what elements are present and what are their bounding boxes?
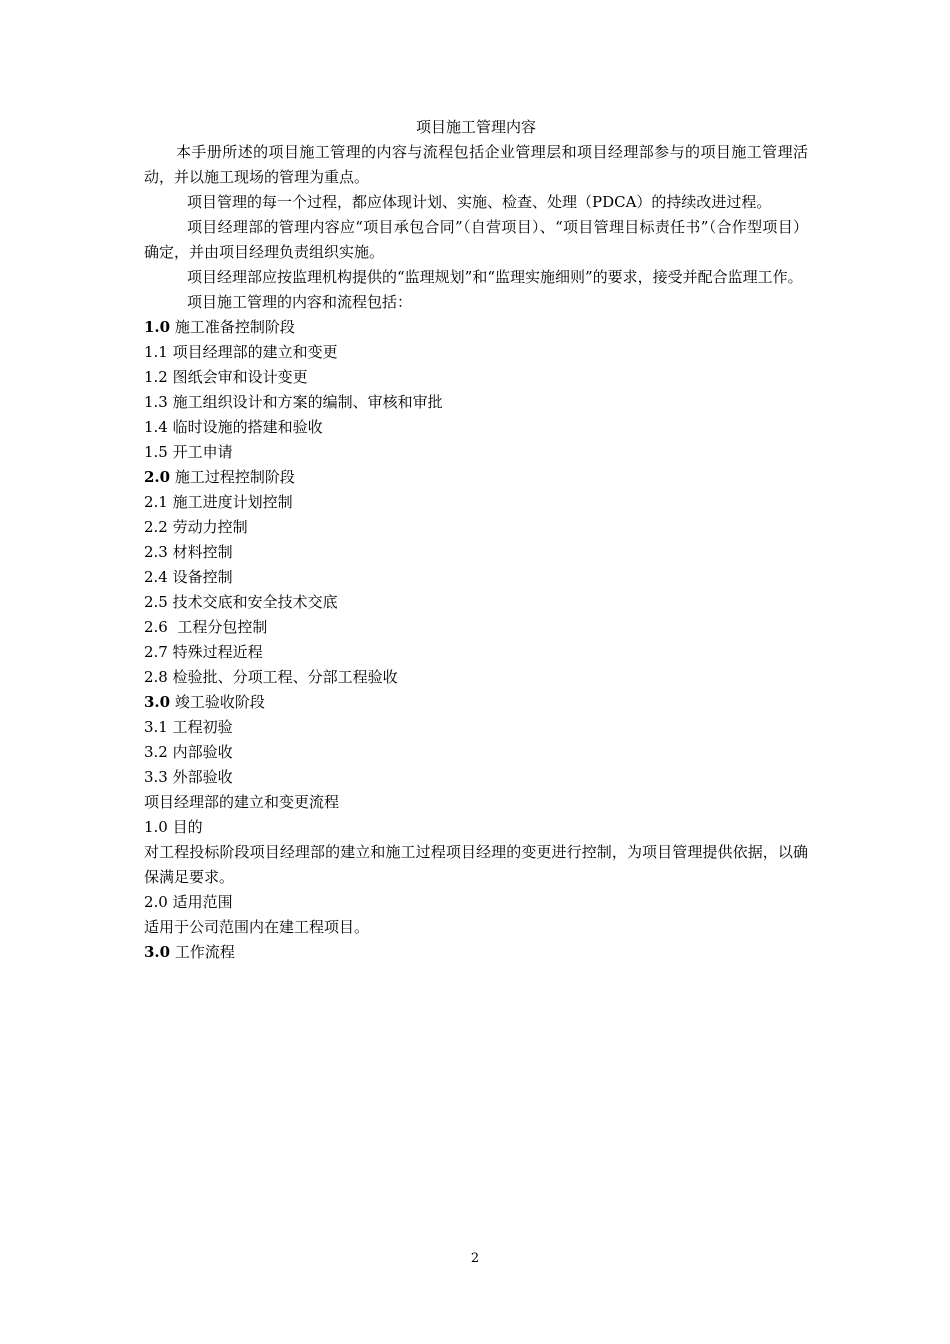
intro-paragraph-pdca: 项目管理的每一个过程，都应体现计划、实施、检查、处理（PDCA）的持续改进过程。: [187, 193, 772, 211]
workflow-number: 3.0: [144, 943, 171, 961]
stage-heading-process: [144, 465, 808, 490]
stage-label: 施工过程控制阶段: [170, 468, 295, 486]
list-item: 2.3 材料控制: [144, 543, 233, 561]
list-item: 3.3 外部验收: [144, 768, 233, 786]
list-item: 2.1 施工进度计划控制: [144, 493, 293, 511]
workflow-heading: [144, 940, 808, 965]
list-item: 1.3 施工组织设计和方案的编制、审核和审批: [144, 393, 443, 411]
stage-number: 1.0: [144, 318, 171, 336]
flow-heading: 项目经理部的建立和变更流程: [144, 793, 340, 811]
document-body: [144, 115, 808, 965]
purpose-heading: 1.0 目的: [144, 818, 203, 836]
intro-paragraph-scope: 本手册所述的项目施工管理的内容与流程包括企业管理层和项目经理部参与的项目施工管理活动，并以施工现场的管理为重点。: [144, 143, 808, 186]
stage-heading-preparation: [144, 315, 808, 340]
list-item: 1.5 开工申请: [144, 443, 233, 461]
stage-number: 2.0: [144, 468, 171, 486]
intro-paragraph-management-content: 项目经理部的管理内容应“项目承包合同”（自营项目）、“项目管理目标责任书”（合作型项目）确定，并由项目经理负责组织实施。: [144, 218, 808, 261]
workflow-label: 工作流程: [170, 943, 235, 961]
stage-label: 竣工验收阶段: [170, 693, 265, 711]
list-item: 2.6 工程分包控制: [144, 618, 268, 636]
stage-label: 施工准备控制阶段: [170, 318, 295, 336]
list-item: 2.4 设备控制: [144, 568, 233, 586]
list-item: 1.4 临时设施的搭建和验收: [144, 418, 323, 436]
stage-number: 3.0: [144, 693, 171, 711]
document-title: 项目施工管理内容: [415, 118, 536, 136]
scope-heading: 2.0 适用范围: [144, 893, 233, 911]
list-item: 2.2 劳动力控制: [144, 518, 248, 536]
list-item: 2.8 检验批、分项工程、分部工程验收: [144, 668, 398, 686]
list-item: 3.2 内部验收: [144, 743, 233, 761]
stage-heading-completion: [144, 690, 808, 715]
purpose-text: 对工程投标阶段项目经理部的建立和施工过程项目经理的变更进行控制，为项目管理提供依据，以确保满足要求。: [144, 843, 808, 886]
list-item: 2.5 技术交底和安全技术交底: [144, 593, 338, 611]
scope-text: 适用于公司范围内在建工程项目。: [144, 918, 370, 936]
list-item: 2.7 特殊过程近程: [144, 643, 263, 661]
list-item: 3.1 工程初验: [144, 718, 233, 736]
intro-paragraph-supervision: 项目经理部应按监理机构提供的“监理规划”和“监理实施细则”的要求，接受并配合监理工作。: [187, 268, 803, 286]
page-number: 2: [470, 1251, 480, 1266]
list-item: 1.2 图纸会审和设计变更: [144, 368, 308, 386]
intro-paragraph-contents-list: 项目施工管理的内容和流程包括：: [187, 293, 413, 311]
list-item: 1.1 项目经理部的建立和变更: [144, 343, 338, 361]
